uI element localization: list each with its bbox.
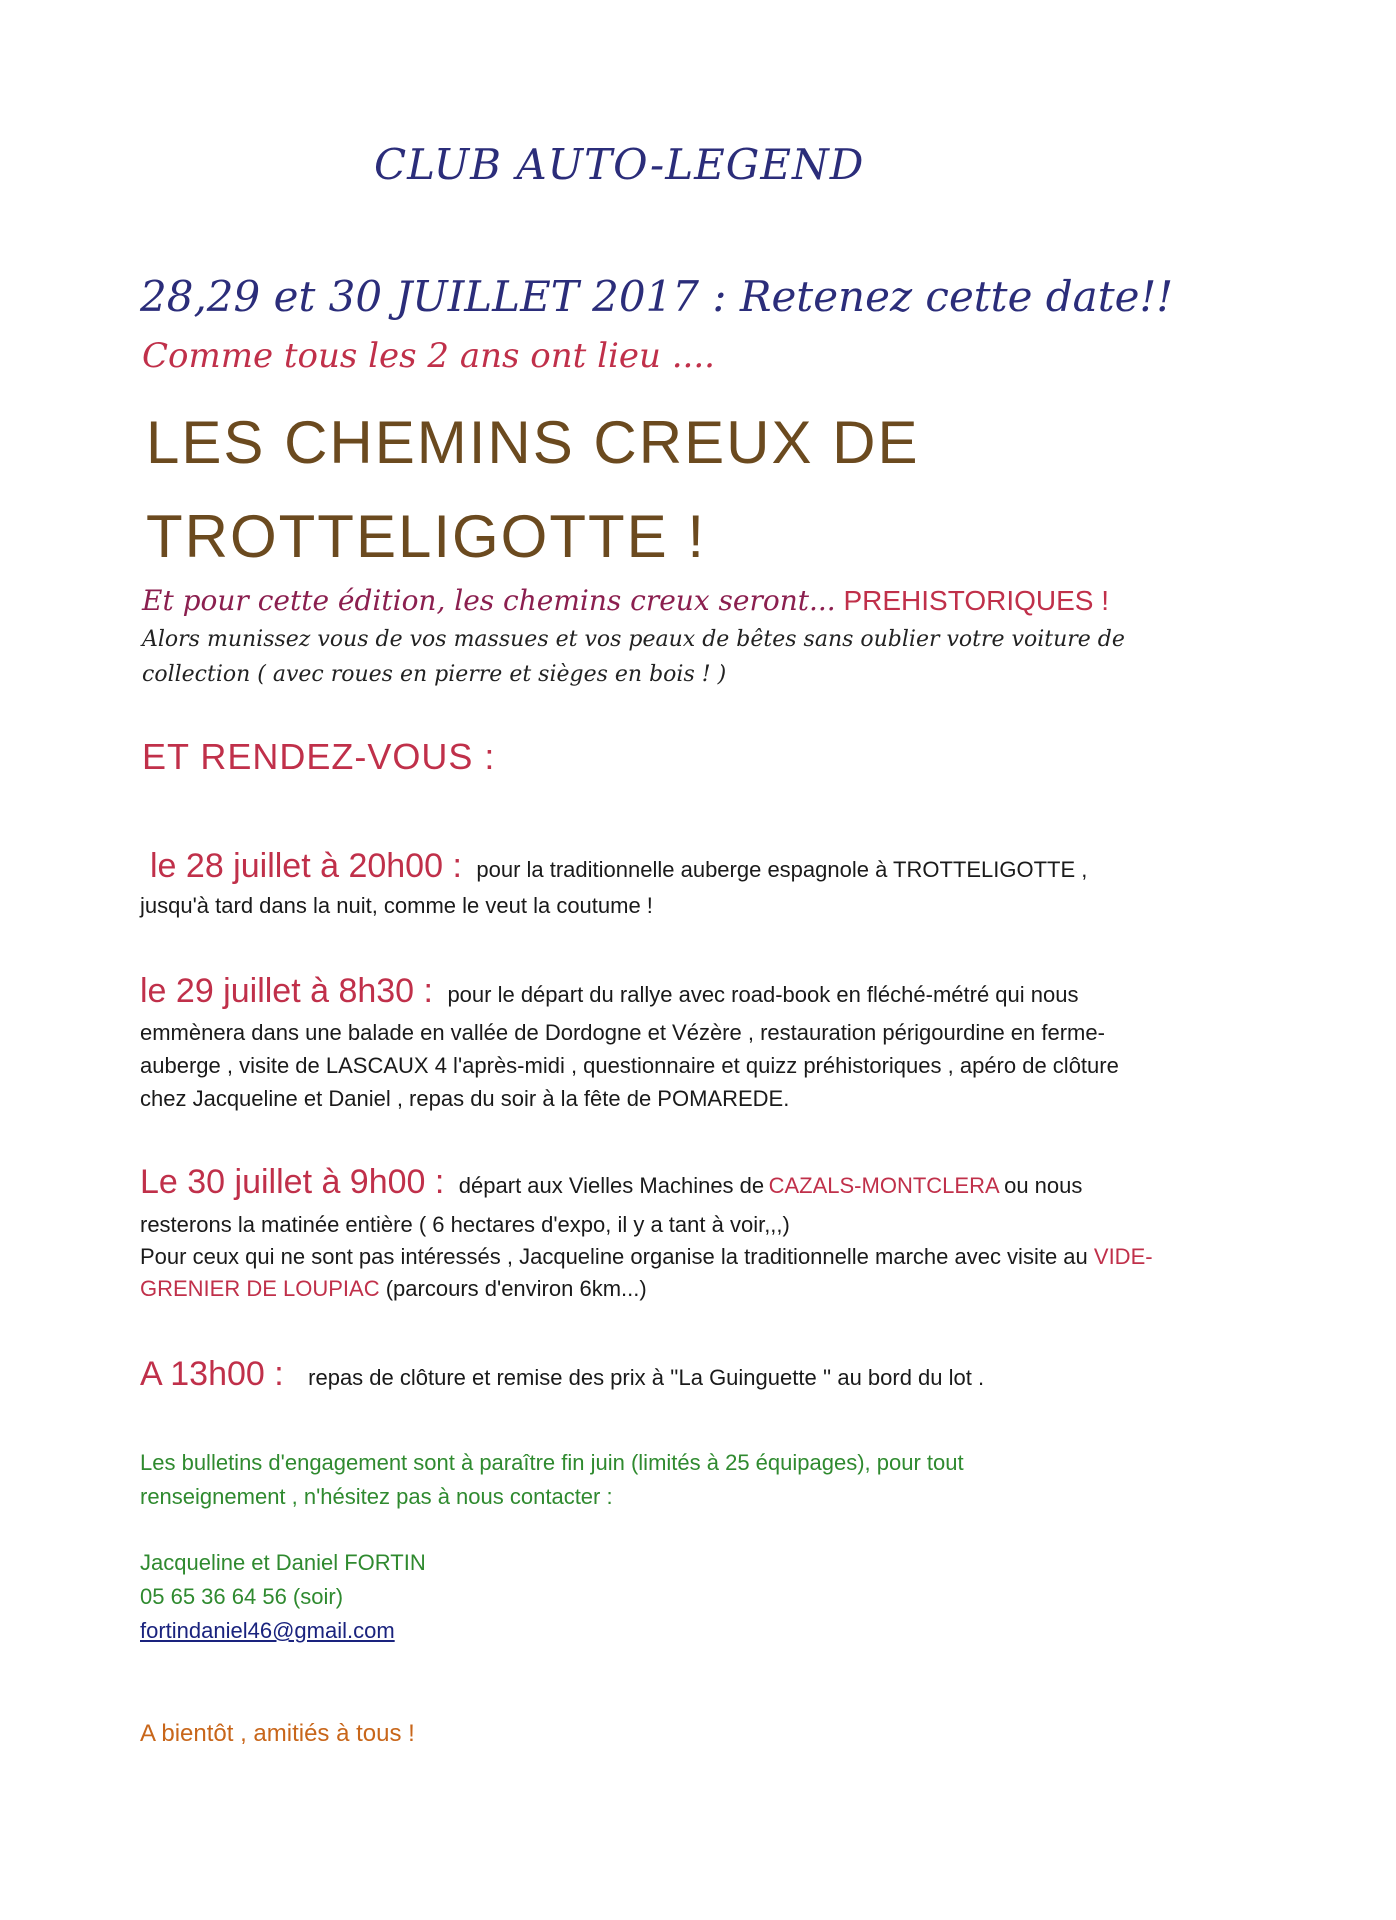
day3-line4 <box>140 1276 647 1302</box>
day3-line4-b: (parcours d'environ 6km...) <box>379 1276 647 1301</box>
final-text: repas de clôture et remise des prix à ''La Guinguette '' au bord du lot . <box>308 1365 985 1390</box>
day1-line2: jusqu'à tard dans la nuit, comme le veut la coutume ! <box>140 893 653 918</box>
day3-line3-a: Pour ceux qui ne sont pas intéressés , Jacqueline organise la traditionnelle marche avec visite au <box>140 1244 1088 1269</box>
day1-line1: pour la traditionnelle auberge espagnole à TROTTELIGOTTE , <box>476 857 1088 882</box>
day3-place-vide: VIDE- <box>1093 1244 1153 1269</box>
day3-line2: resterons la matinée entière ( 6 hectares d'expo, il y a tant à voir,,,) <box>140 1212 790 1237</box>
rdv-heading: ET RENDEZ-VOUS : <box>142 736 496 777</box>
edition-text: Et pour cette édition, les chemins creux seront... <box>142 584 836 617</box>
day3-row <box>140 1163 1082 1202</box>
contact-name: Jacqueline et Daniel FORTIN <box>140 1550 426 1575</box>
day2-row <box>140 972 1078 1011</box>
contact-email-link[interactable]: fortindaniel46@gmail.com <box>140 1618 395 1643</box>
day2-line3: auberge , visite de LASCAUX 4 l'après-midi , questionnaire et quizz préhistoriques , apéro de clôture <box>140 1053 1119 1078</box>
day2-line2: emmènera dans une balade en vallée de Dordogne et Vézère , restauration périgourdine en ferme- <box>140 1020 1105 1045</box>
day2-line1: pour le départ du rallye avec road-book en fléché-métré qui nous <box>447 982 1079 1007</box>
day3-place-loupiac: GRENIER DE LOUPIAC <box>140 1276 380 1301</box>
day2-label: le 29 juillet à 8h30 : <box>140 972 433 1010</box>
day3-line1-b: ou nous <box>1004 1173 1083 1198</box>
club-title: CLUB AUTO-LEGEND <box>374 140 865 189</box>
final-label: A 13h00 : <box>140 1355 284 1393</box>
edition-line <box>142 584 1109 617</box>
edition-accent: PREHISTORIQUES ! <box>843 585 1110 616</box>
contact-phone: 05 65 36 64 56 (soir) <box>140 1584 344 1609</box>
date-headline: 28,29 et 30 JUILLET 2017 : Retenez cette date!! <box>140 272 1174 321</box>
costume-line-1: Alors munissez vous de vos massues et vos peaux de bêtes sans oublier votre voiture de <box>142 627 1125 652</box>
day3-line1-a: départ aux Vielles Machines de <box>458 1173 765 1198</box>
event-title-line-1: LES CHEMINS CREUX DE <box>146 409 920 476</box>
day3-label: Le 30 juillet à 9h00 : <box>140 1163 445 1201</box>
day1-label: le 28 juillet à 20h00 : <box>150 847 462 885</box>
costume-line-2: collection ( avec roues en pierre et sièges en bois ! ) <box>142 662 727 687</box>
closing-line: A bientôt , amitiés à tous ! <box>140 1720 415 1747</box>
day3-line3 <box>140 1244 1153 1270</box>
final-row <box>140 1355 984 1394</box>
bulletins-line-2: renseignement , n'hésitez pas à nous contacter : <box>140 1484 613 1509</box>
bulletins-line-1: Les bulletins d'engagement sont à paraître fin juin (limités à 25 équipages), pour tout <box>140 1450 964 1475</box>
event-title-line-2: TROTTELIGOTTE ! <box>146 503 707 570</box>
day3-place-cazals: CAZALS-MONTCLERA <box>768 1173 1000 1198</box>
day1-row <box>150 847 1087 886</box>
day2-line4: chez Jacqueline et Daniel , repas du soir à la fête de POMAREDE. <box>140 1086 790 1111</box>
intro-line: Comme tous les 2 ans ont lieu .... <box>142 336 715 376</box>
